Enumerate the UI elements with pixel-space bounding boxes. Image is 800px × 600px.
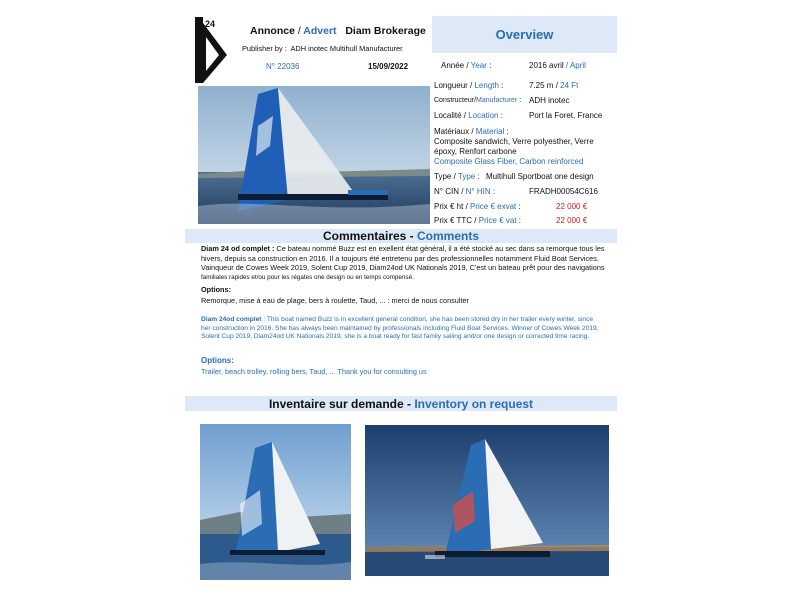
hin-value: FRADH00054C616 bbox=[529, 187, 598, 196]
material-label: Matériaux / Material : bbox=[434, 127, 509, 136]
reference-number: N° 22036 bbox=[266, 62, 300, 71]
price-ht-value: 22 000 € bbox=[556, 202, 588, 211]
publish-date: 15/09/2022 bbox=[368, 62, 409, 71]
material-value-fr-1: Composite sandwich, Verre polyesther, Verre bbox=[434, 137, 594, 146]
publisher-label: Publisher by : bbox=[242, 44, 287, 53]
comments-en bbox=[201, 316, 615, 342]
location-value: Port la Foret, France bbox=[529, 111, 603, 120]
comments-fr-line-1: Diam 24 od complet : Ce bateau nommé Buzz est en exellent état général, il a été stocké au sec dans sa remorque tous les bbox=[201, 244, 605, 253]
logo-text: 24 bbox=[205, 19, 216, 29]
options-fr-text: Remorque, mise à eau de plage, bers à roulette, Taud, ... : merci de nous consulter bbox=[201, 296, 469, 305]
year-value: 2016 avril / April bbox=[529, 61, 586, 70]
boat-photo-main bbox=[198, 86, 430, 224]
inventory-heading: Inventaire sur demande - Inventory on request bbox=[185, 396, 617, 411]
comments-en-line-3: Solent Cup 2019, Diam24od UK Nationals 2019, she is a boat ready for fast family sailing and/or one design or corrected time racing. bbox=[201, 333, 590, 341]
header-title bbox=[250, 25, 426, 37]
comments-fr bbox=[201, 244, 613, 282]
price-ttc-value: 22 000 € bbox=[556, 216, 588, 225]
builder-label: Constructeur/Manufacturer : bbox=[434, 97, 522, 104]
options-en-text: Trailer, beach trolley, rolling bers, Taud, ... Thank you for consulting us bbox=[201, 367, 427, 376]
comments-fr-line-2: hivers, depuis sa construction en 2016. Il a toujours été entretenu par des professionnelles notamment Fluid Boat Services. bbox=[201, 253, 599, 263]
boat-photo-left bbox=[200, 424, 351, 580]
comments-fr-line-3: Vainqueur de Cowes Week 2019, Solent Cup 2019, Diam24od UK Nationals 2019, C'est un bateau prêt pour des navigations bbox=[201, 263, 605, 272]
options-fr-label: Options: bbox=[201, 285, 231, 294]
price-ttc-label: Prix € TTC / Price € vat : bbox=[434, 216, 521, 225]
price-ht-label: Prix € ht / Price € exvat : bbox=[434, 202, 521, 211]
options-en-label: Options: bbox=[201, 356, 234, 365]
material-value-en: Composite Glass Fiber, Carbon reinforced bbox=[434, 157, 584, 166]
comments-en-line-2: her construction in 2016. She has always been maintained by professionals including Fluid Boat Services. Winner of Cowes Week 2019, bbox=[201, 324, 599, 332]
builder-value: ADH inotec bbox=[529, 96, 570, 105]
material-value-fr-2: époxy, Renfort carbone bbox=[434, 147, 517, 156]
boat-photo-right bbox=[365, 425, 609, 576]
type-value: Multihull Sportboat one design bbox=[486, 172, 594, 181]
broker-name: Diam Brokerage bbox=[345, 25, 426, 37]
length-value: 7.25 m / 24 Ft bbox=[529, 81, 579, 90]
hin-label: N° CIN / N° HIN : bbox=[434, 187, 496, 196]
location-label: Localité / Location : bbox=[434, 111, 503, 120]
comments-fr-line-4: familiales rapides et/ou pour les régates one design ou en temps compensé. bbox=[201, 273, 414, 281]
comments-heading: Commentaires - Comments bbox=[185, 229, 617, 243]
annonce-label: Annonce bbox=[250, 25, 295, 37]
diam-logo bbox=[193, 15, 233, 85]
publisher-line bbox=[242, 44, 403, 53]
title-separator: / bbox=[297, 25, 301, 37]
length-label: Longueur / Length : bbox=[434, 81, 504, 90]
overview-heading: Overview bbox=[432, 16, 617, 53]
year-label: Année / Year : bbox=[441, 61, 492, 70]
type-label: Type / Type : bbox=[434, 172, 480, 181]
advert-label: Advert bbox=[303, 25, 337, 37]
publisher-value: ADH inotec Multihull Manufacturer bbox=[290, 44, 403, 53]
comments-en-line-1: Diam 24od complet : This boat named Buzz is in excellent general condition, she has been stored dry in her trailer every winter, since bbox=[201, 316, 594, 323]
